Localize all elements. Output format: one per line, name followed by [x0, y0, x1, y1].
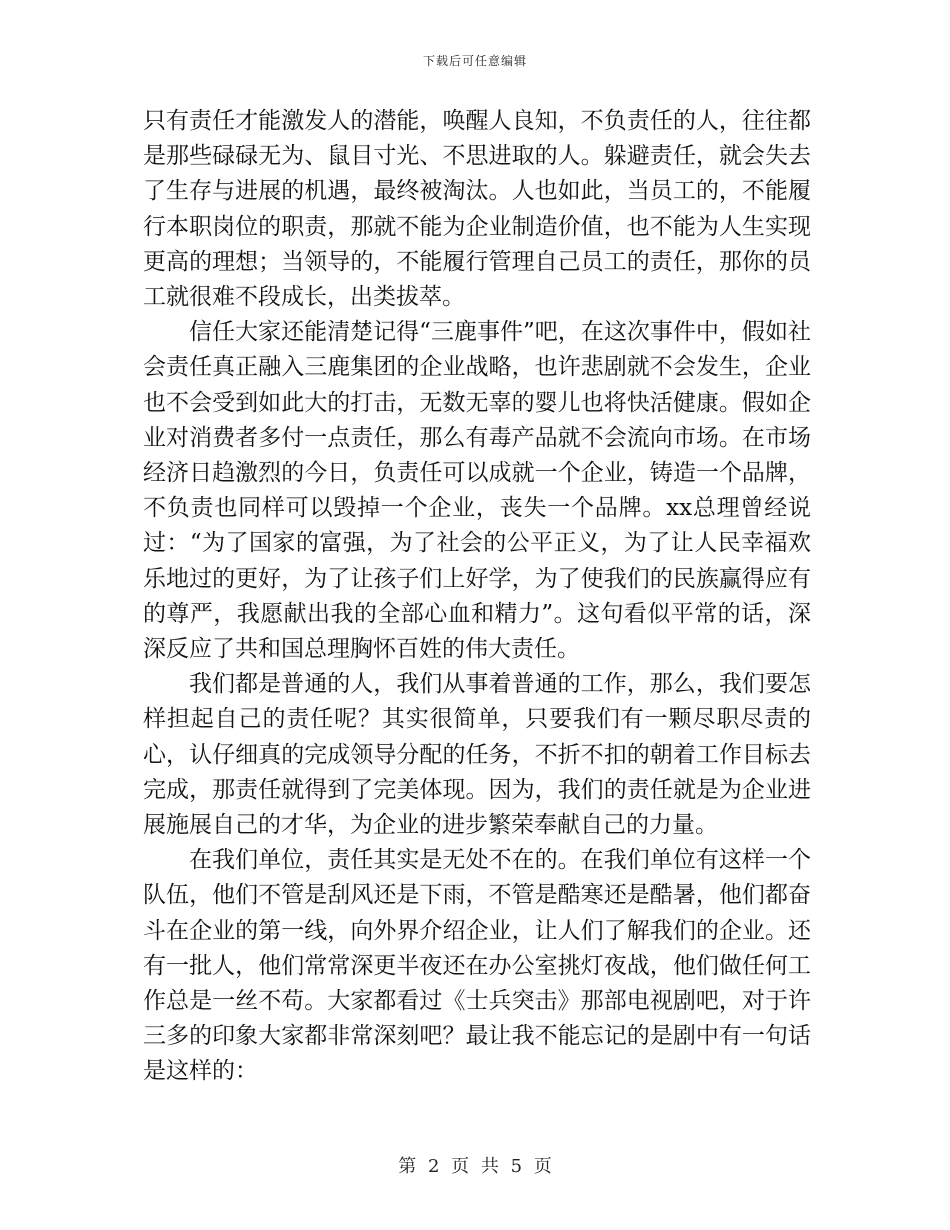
paragraph-2: 信任大家还能清楚记得“三鹿事件”吧，在这次事件中，假如社会责任真正融入三鹿集团的企业战略，也许悲剧就不会发生，企业也不会受到如此大的打击，无数无辜的婴儿也将快活健康。假如企业对消费者多付一点责任，那么有毒产品就不会流向市场。在市场经济日趋激烈的今日，负责任可以成就一个企业，铸造一个品牌，不负责也同样可以毁掉一个企业，丧失一个品牌。xx总理曾经说过：“为了国家的富强，为了社会的公平正义，为了让人民幸福欢乐地过的更好，为了让孩子们上好学，为了使我们的民族赢得应有的尊严，我愿献出我的全部心血和精力”。这句看似平常的话，深深反应了共和国总理胸怀百姓的伟大责任。 [143, 319, 811, 663]
footer-page-word: 页 [451, 1156, 470, 1177]
footer-prefix: 第 [398, 1156, 417, 1177]
total-page-number: 5 [510, 1156, 523, 1177]
paragraph-3: 我们都是普通的人，我们从事着普通的工作，那么，我们要怎样担起自己的责任呢？其实很简单，只要我们有一颗尽职尽责的心，认仔细真的完成领导分配的任务，不折不扣的朝着工作目标去完成，那责任就得到了完美体现。因为，我们的责任就是为企业进展施展自己的才华，为企业的进步繁荣奉献自己的力量。 [143, 671, 811, 839]
current-page-number: 2 [427, 1156, 440, 1177]
paragraph-1: 只有责任才能激发人的潜能，唤醒人良知，不负责任的人，往往都是那些碌碌无为、鼠目寸光、不思进取的人。躲避责任，就会失去了生存与进展的机遇，最终被淘汰。人也如此，当员工的，不能履行本职岗位的职责，那就不能为企业制造价值，也不能为人生实现更高的理想；当领导的，不能履行管理自己员工的责任，那你的员工就很难不段成长，出类拔萃。 [143, 108, 811, 311]
page-footer [0, 1152, 950, 1178]
paragraph-4: 在我们单位，责任其实是无处不在的。在我们单位有这样一个队伍，他们不管是刮风还是下雨，不管是酷寒还是酷暑，他们都奋斗在企业的第一线，向外界介绍企业，让人们了解我们的企业。还有一批人，他们常常深更半夜还在办公室挑灯夜战，他们做任何工作总是一丝不苟。大家都看过《士兵突击》那部电视剧吧，对于许三多的印象大家都非常深刻吧？最让我不能忘记的是剧中有一句话是这样的： [143, 847, 811, 1085]
footer-total-word: 共 [480, 1156, 499, 1177]
document-body [143, 104, 811, 1090]
header-text: 下载后可任意编辑 [422, 54, 527, 68]
page-header [0, 52, 950, 69]
footer-suffix: 页 [533, 1156, 552, 1177]
